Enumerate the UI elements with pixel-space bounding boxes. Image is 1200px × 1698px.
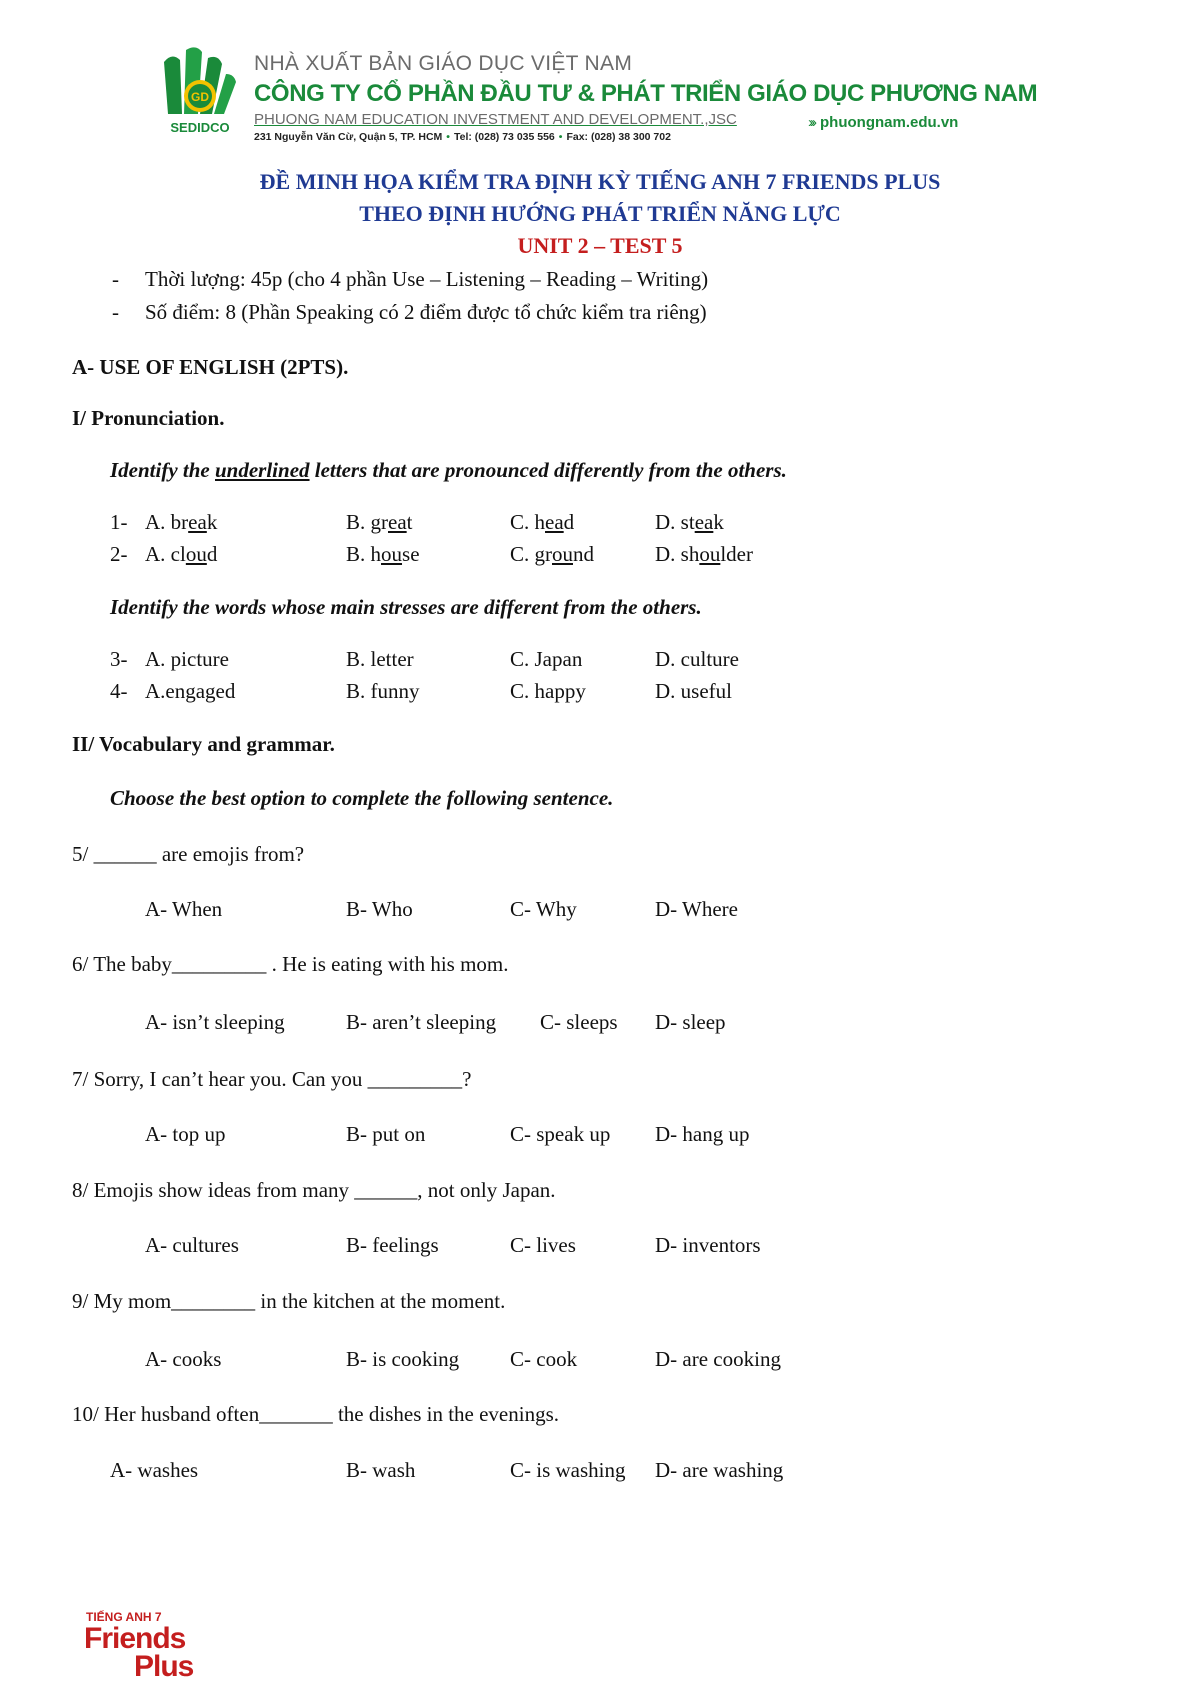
q4-option-a: A.engaged — [145, 679, 236, 703]
tel: Tel: (028) 73 035 556 — [453, 131, 555, 143]
logo-friends-text: Friends — [84, 1622, 186, 1655]
title-line-2: THEO ĐỊNH HƯỚNG PHÁT TRIỂN NĂNG LỰC — [359, 201, 841, 226]
underlined-word: underlined — [215, 458, 310, 482]
q5-option-a: A- When — [145, 897, 223, 921]
bullet-dash: - — [112, 267, 119, 291]
part2-instruction: Choose the best option to complete the following sentence. — [110, 786, 614, 810]
fax: Fax: (028) 38 300 702 — [566, 131, 671, 143]
q1-option-c: C. head — [510, 510, 575, 534]
q4-option-c: C. happy — [510, 679, 586, 703]
publisher-line: NHÀ XUẤT BẢN GIÁO DỤC VIỆT NAM — [254, 52, 633, 75]
q9-option-a: A- cooks — [145, 1347, 222, 1371]
q10-option-b: B- wash — [346, 1458, 416, 1482]
publisher-header — [158, 44, 1038, 144]
q1-option-b: B. great — [346, 510, 413, 534]
q1-option-a: A. break — [145, 510, 218, 534]
part2-heading: II/ Vocabulary and grammar. — [72, 732, 335, 756]
bullet-dash: - — [112, 300, 119, 324]
part1-instruction-1: Identify the underlined letters that are pronounced differently from the others. — [110, 458, 787, 482]
q6-question: 6/ The baby_________ . He is eating with his mom. — [72, 952, 509, 976]
q7-option-a: A- top up — [145, 1122, 226, 1146]
q9-option-b: B- is cooking — [346, 1347, 460, 1371]
q10-option-c: C- is washing — [510, 1458, 626, 1482]
info-score: Số điểm: 8 (Phần Speaking có 2 điểm được tổ chức kiểm tra riêng) — [145, 300, 707, 324]
q4-option-d: D. useful — [655, 679, 732, 703]
q6-option-a: A- isn’t sleeping — [145, 1010, 285, 1034]
q3-option-a: A. picture — [145, 647, 229, 671]
q2-option-b: B. house — [346, 542, 420, 566]
q7-question: 7/ Sorry, I can’t hear you. Can you _________? — [72, 1067, 472, 1091]
logo-plus-text: Plus — [134, 1650, 194, 1683]
q8-option-c: C- lives — [510, 1233, 576, 1257]
q8-option-d: D- inventors — [655, 1233, 761, 1257]
logo-gd-text: GD — [191, 90, 209, 104]
address: 231 Nguyễn Văn Cừ, Quận 5, TP. HCM — [254, 131, 443, 143]
section-a-heading: A- USE OF ENGLISH (2PTS). — [72, 355, 349, 379]
q6-option-c: C- sleeps — [540, 1010, 618, 1034]
q2-option-a: A. cloud — [145, 542, 218, 566]
q10-option-a: A- washes — [110, 1458, 199, 1482]
q7-option-d: D- hang up — [655, 1122, 750, 1146]
q7-option-c: C- speak up — [510, 1122, 611, 1146]
part1-instruction-2: Identify the words whose main stresses are different from the others. — [110, 595, 702, 619]
q1-number: 1- — [110, 510, 128, 534]
q7-option-b: B- put on — [346, 1122, 426, 1146]
company-contact: 231 Nguyễn Văn Cừ, Quận 5, TP. HCM • Tel: (028) 73 035 556 • Fax: (028) 38 300 702 — [254, 131, 671, 143]
friends-plus-logo — [84, 1610, 204, 1690]
q8-question: 8/ Emojis show ideas from many ______, not only Japan. — [72, 1178, 556, 1202]
q3-option-b: B. letter — [346, 647, 414, 671]
q9-option-d: D- are cooking — [655, 1347, 781, 1371]
q2-number: 2- — [110, 542, 128, 566]
q1-option-d: D. steak — [655, 510, 724, 534]
q9-option-c: C- cook — [510, 1347, 578, 1371]
q2-option-d: D. shoulder — [655, 542, 753, 566]
q3-option-d: D. culture — [655, 647, 739, 671]
q10-option-d: D- are washing — [655, 1458, 784, 1482]
title-line-1: ĐỀ MINH HỌA KIỂM TRA ĐỊNH KỲ TIẾNG ANH 7 FRIENDS PLUS — [259, 169, 941, 194]
company-english: PHUONG NAM EDUCATION INVESTMENT AND DEVELOPMENT.,JSC — [254, 111, 737, 128]
q8-option-a: A- cultures — [145, 1233, 239, 1257]
q4-option-b: B. funny — [346, 679, 420, 703]
logo-sub-text: SEDIDCO — [170, 120, 230, 135]
q6-option-b: B- aren’t sleeping — [346, 1010, 497, 1034]
q5-question: 5/ ______ are emojis from? — [72, 842, 305, 866]
info-duration: Thời lượng: 45p (cho 4 phần Use – Listening – Reading – Writing) — [145, 267, 709, 291]
q8-option-b: B- feelings — [346, 1233, 439, 1257]
company-name: CÔNG TY CỔ PHẦN ĐẦU TƯ & PHÁT TRIỂN GIÁO DỤC PHƯƠNG NAM — [254, 80, 1038, 107]
q5-option-d: D- Where — [655, 897, 738, 921]
q9-question: 9/ My mom________ in the kitchen at the moment. — [72, 1289, 506, 1313]
q3-number: 3- — [110, 647, 128, 671]
part1-heading: I/ Pronunciation. — [72, 406, 225, 430]
website-url: phuongnam.edu.vn — [820, 114, 959, 131]
q4-number: 4- — [110, 679, 128, 703]
website — [808, 114, 958, 131]
arrows-icon: ››› — [808, 114, 814, 131]
q3-option-c: C. Japan — [510, 647, 583, 671]
q10-question: 10/ Her husband often_______ the dishes in the evenings. — [72, 1402, 559, 1426]
q6-option-d: D- sleep — [655, 1010, 726, 1034]
sedidco-logo-icon — [158, 44, 242, 140]
logo-top-text: TIẾNG ANH 7 — [86, 1610, 162, 1624]
title-unit: UNIT 2 – TEST 5 — [517, 233, 683, 258]
q5-option-c: C- Why — [510, 897, 577, 921]
q5-option-b: B- Who — [346, 897, 413, 921]
q2-option-c: C. ground — [510, 542, 594, 566]
